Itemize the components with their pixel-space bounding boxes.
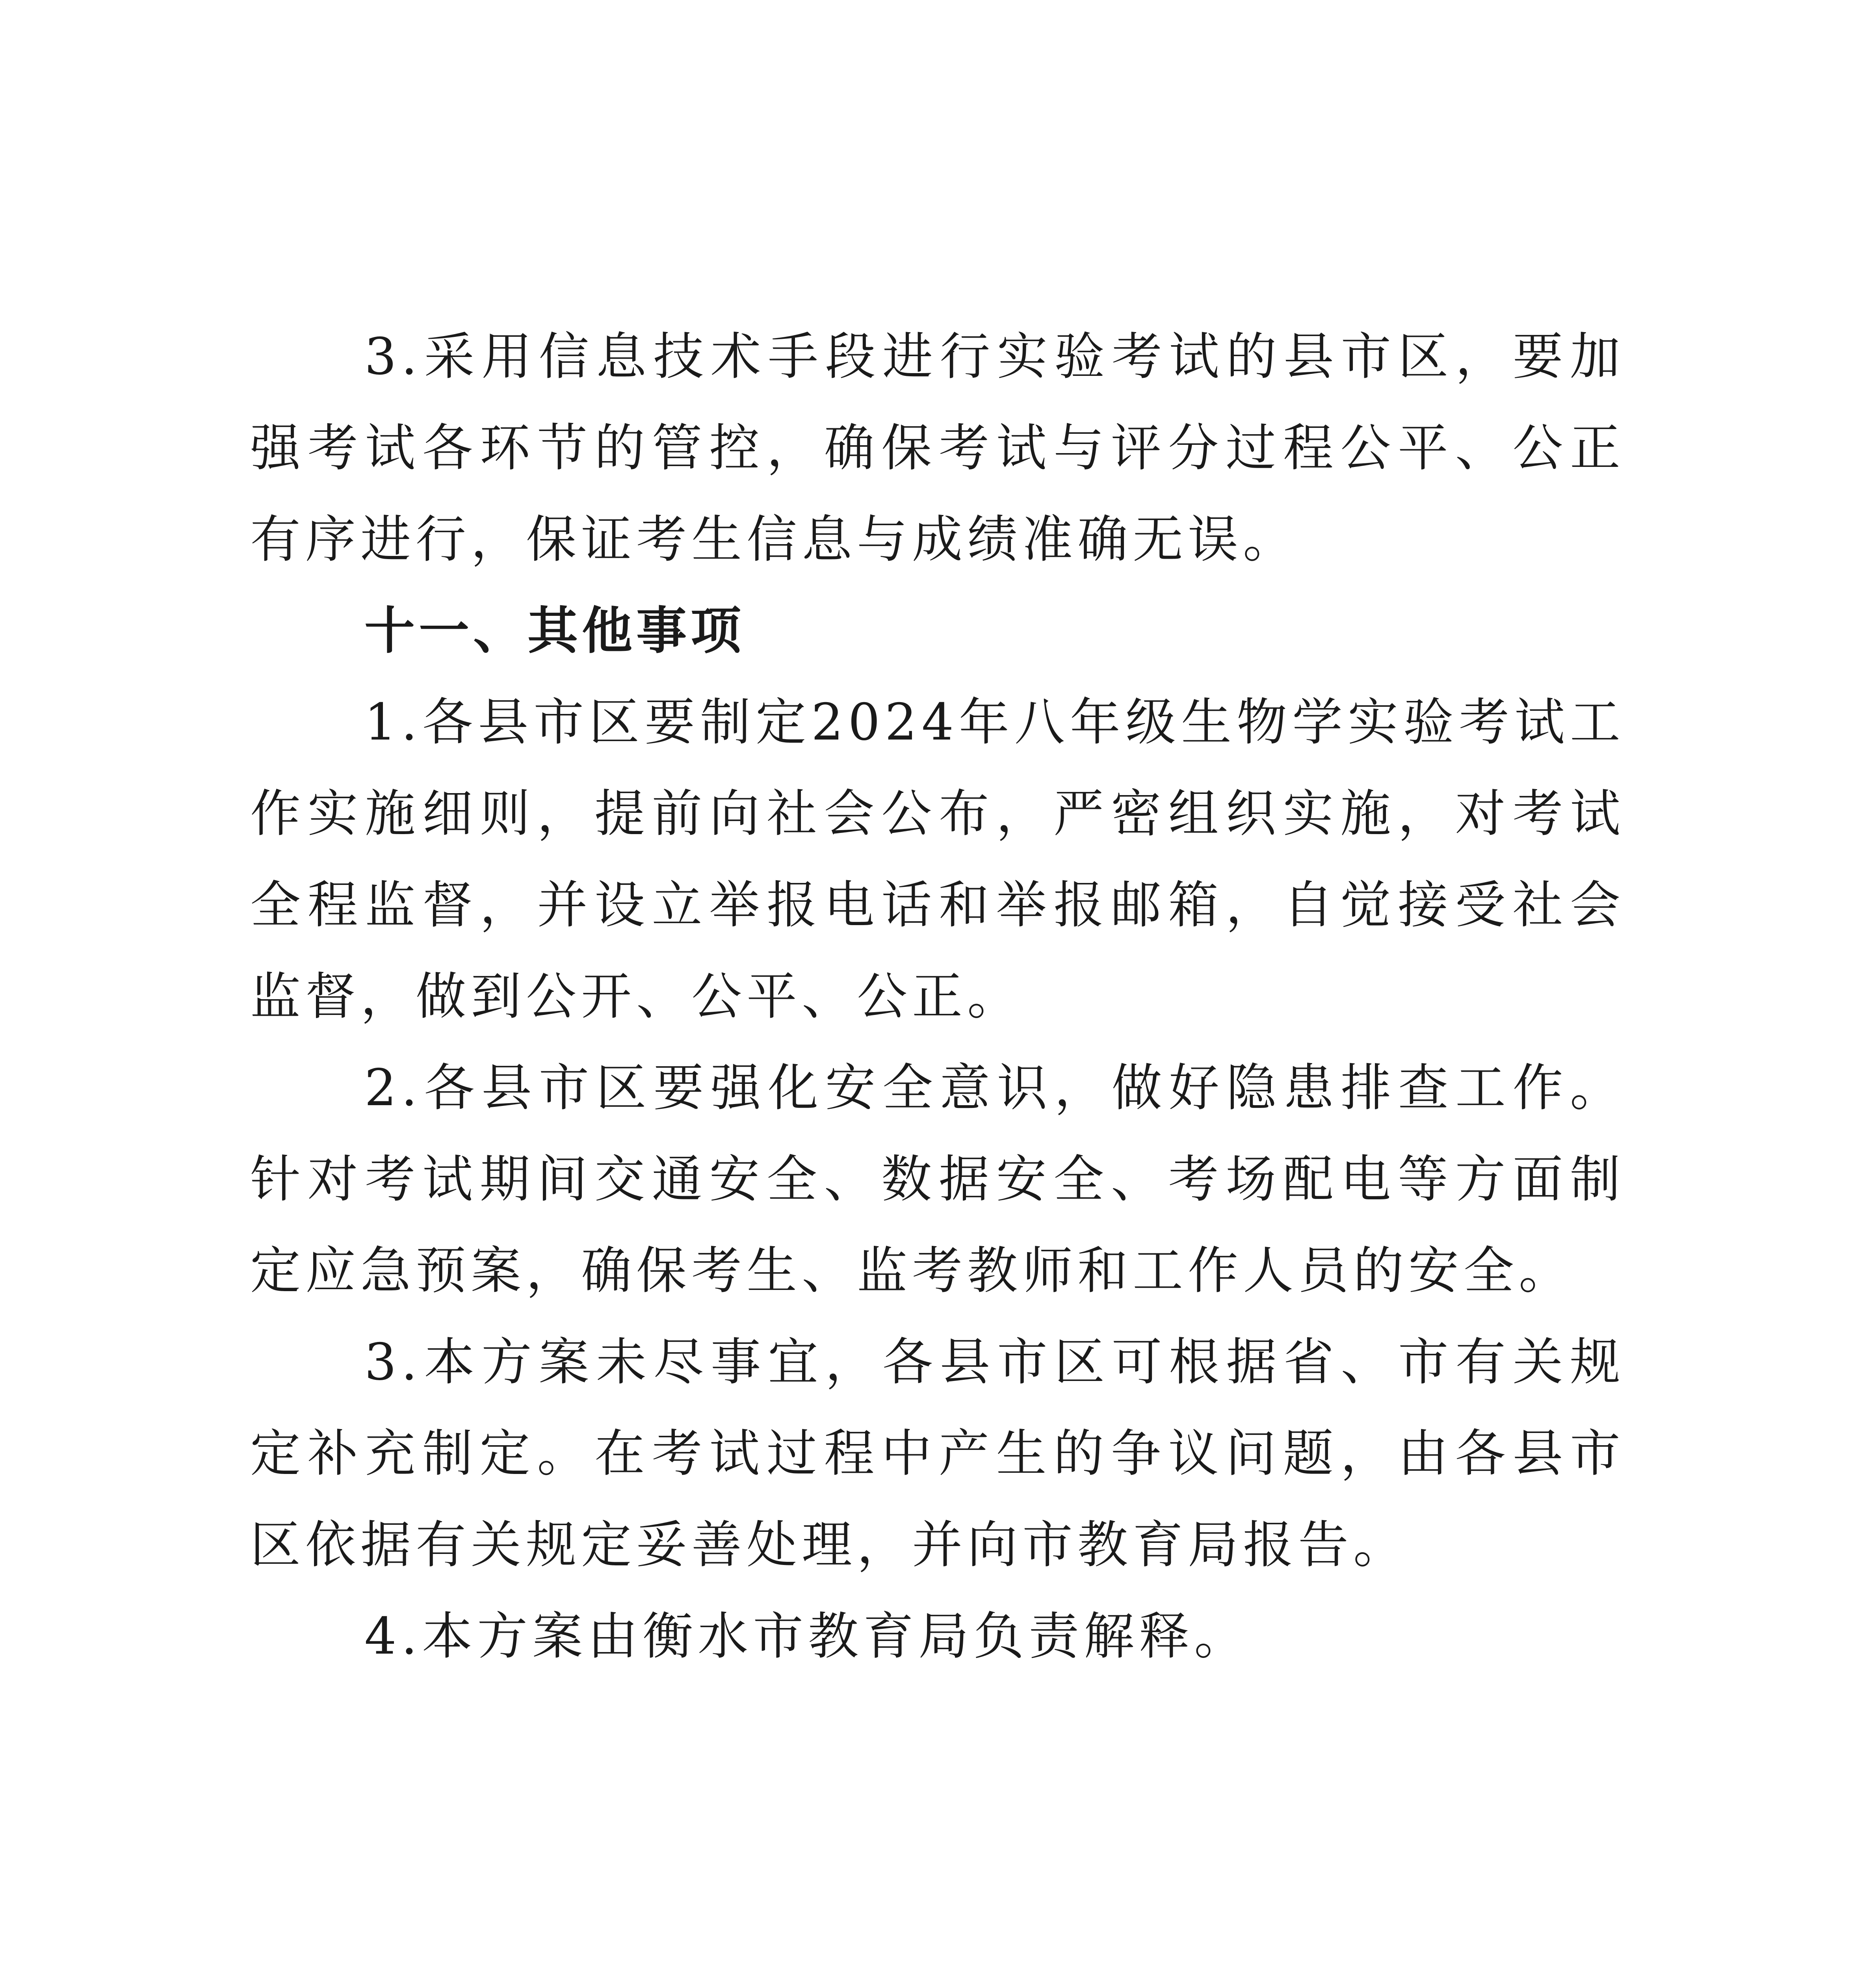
paragraph-3-it-exam: 3.采用信息技术手段进行实验考试的县市区，要加强考试各环节的管控，确保考试与评分过程公平、公正有序进行，保证考生信息与成绩准确无误。 — [250, 327, 1625, 569]
paragraph-2-safety: 2.各县市区要强化安全意识，做好隐患排查工作。针对考试期间交通安全、数据安全、考场配电等方面制定应急预案，确保考生、监考教师和工作人员的安全。 — [250, 1059, 1625, 1300]
paragraph-4-interpretation: 4.本方案由衡水市教育局负责解释。 — [364, 1607, 1250, 1666]
paragraph-1-implementation-rules: 1.各县市区要制定2024年八年级生物学实验考试工作实施细则，提前向社会公布，严密组织实施，对考试全程监督，并设立举报电话和举报邮箱，自觉接受社会监督，做到公开、公平、公正。 — [250, 693, 1625, 1026]
paragraph-3-supplementary: 3.本方案未尽事宜，各县市区可根据省、市有关规定补充制定。在考试过程中产生的争议问题，由各县市区依据有关规定妥善处理，并向市教育局报告。 — [250, 1333, 1625, 1574]
document-body — [250, 311, 1625, 1682]
section-heading-other-matters: 十一、其他事项 — [364, 602, 745, 660]
